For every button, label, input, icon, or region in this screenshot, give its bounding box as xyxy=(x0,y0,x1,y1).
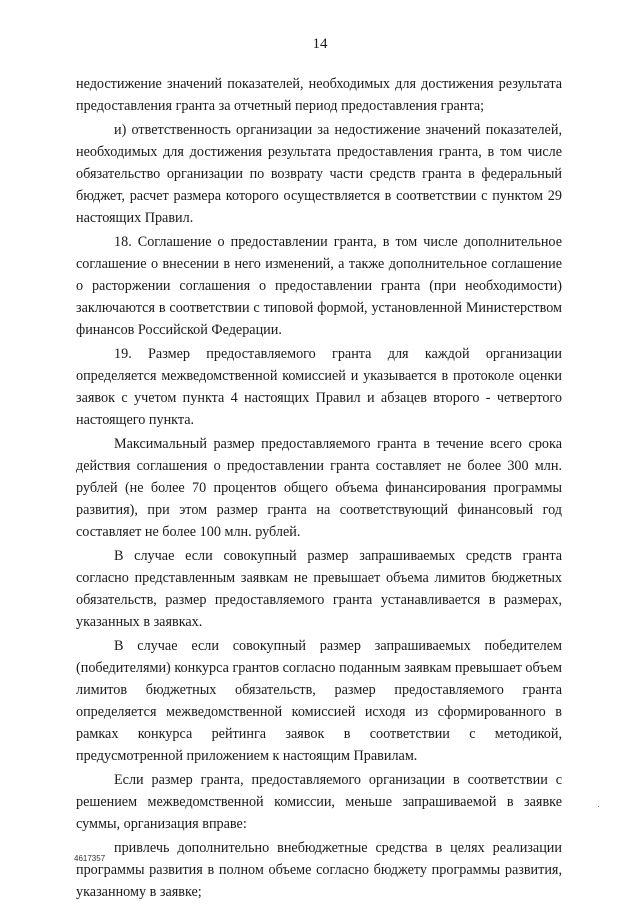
paragraph-19: 19. Размер предоставляемого гранта для каждой организации определяется межведомственной комиссией и указывается в протоколе оценки заявок с учетом пункта 4 настоящих Правил и абзацев второго - четвертого настоящего пункта. xyxy=(76,346,562,428)
document-id: 4617357 xyxy=(74,854,106,863)
paragraph-exceeds: В случае если совокупный размер запрашиваемых победителем (победителями) конкурса грантов согласно поданным заявкам превышает объем лимитов бюджетных обязательств, размер предоставляемого гранта определяется межведомственной комиссией исходя из сформированного в рамках конкурса рейтинга заявок в соответствии с методикой, предусмотренной приложением к настоящим Правилам. xyxy=(76,638,562,764)
paragraph-continuation: недостижение значений показателей, необходимых для достижения результата предоставления гранта за отчетный период предоставления гранта; xyxy=(76,76,562,114)
document-body xyxy=(76,73,562,905)
page-number: 14 xyxy=(312,36,328,52)
paragraph-less-than: Если размер гранта, предоставляемого организации в соответствии с решением межведомственной комиссии, меньше запрашиваемой в заявке суммы, организация вправе: xyxy=(76,772,562,832)
paragraph-max-grant: Максимальный размер предоставляемого гранта в течение всего срока действия соглашения о предоставлении гранта составляет не более 300 млн. рублей (не более 70 процентов общего объема финансирования программы развития), при этом размер гранта на соответствующий финансовый год составляет не более 100 млн. рублей. xyxy=(76,436,562,540)
paragraph-item-i: и) ответственность организации за недостижение значений показателей, необходимых для достижения результата предоставления гранта, в том числе обязательство организации по возврату части средств гранта в федеральный бюджет, расчет размера которого осуществляется в соответствии с пунктом 29 настоящих Правил. xyxy=(76,122,562,226)
paragraph-not-exceed: В случае если совокупный размер запрашиваемых средств гранта согласно представленным заявкам не превышает объема лимитов бюджетных обязательств, размер предоставляемого гранта устанавливается в размерах, указанных в заявках. xyxy=(76,548,562,630)
scan-speck xyxy=(598,806,599,807)
paragraph-18: 18. Соглашение о предоставлении гранта, в том числе дополнительное соглашение о внесении в него изменений, а также дополнительное соглашение о расторжении соглашения о предоставлении гранта (при необходимости) заключаются в соответствии с типовой формой, установленной Министерством финансов Российской Федерации. xyxy=(76,234,562,338)
paragraph-attract-funds: привлечь дополнительно внебюджетные средства в целях реализации программы развития в полном объеме согласно бюджету программы развития, указанному в заявке; xyxy=(76,840,562,900)
